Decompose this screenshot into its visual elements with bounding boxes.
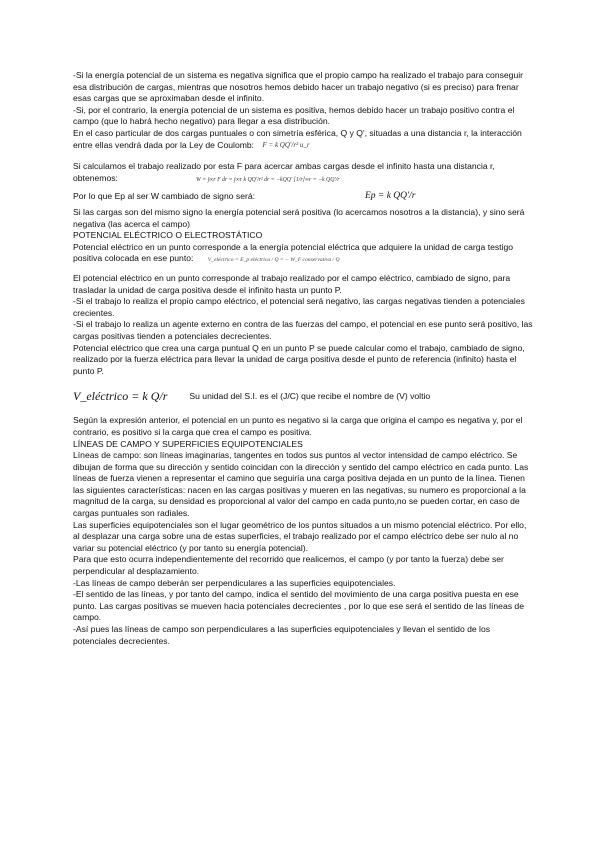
- paragraph-line-direction: -El sentido de las líneas, y por tanto del campo, indica el sentido del movimiento de una carga positiva puesta en ese punto. Las cargas positivas se mueven hacia potenciales decrecientes , por lo que ese será el sentido de las líneas de campo.: [73, 589, 524, 623]
- paragraph-potential-definition: [73, 242, 533, 267]
- paragraph-negative-energy: -Si la energía potencial de un sistema es negativa significa que el propio campo ha realizado el trabajo para conseguir esa distribución de cargas, mientras que nosotros hemos debido hacer un trabajo negativo (si es preciso) para frenar esas cargas que se aproximaban desde el infinito.: [73, 70, 524, 104]
- paragraph-potential-definition-text: Potencial eléctrico en un punto corresponde a la energía potencial eléctrica que adquiere la unidad de carga testigo positiva colocada en ese punto:: [73, 241, 514, 264]
- paragraph-expression-sign: Según la expresión anterior, el potencial en un punto es negativo si la carga que origina el campo es negativa y, por el contrario, es positivo si la carga que crea el campo es positiva.: [73, 415, 523, 437]
- paragraph-sign: Si las cargas son del mismo signo la energía potencial será positiva (lo acercamos nosotros a la distancia), y sino será negativa (las acerca el campo): [73, 207, 525, 229]
- point-potential-formula: V_eléctrico = k Q/r: [73, 388, 168, 403]
- paragraph-coulomb-text: En el caso particular de dos cargas puntuales o con simetría esférica, Q y Q', situadas a una distancia r, la interacción entre ellas vendrá dada por la Ley de Coulomb:: [73, 127, 522, 150]
- paragraph-si-unit: [73, 385, 533, 407]
- potential-formula: V_eléctrico = E_p eléctrica / Q = − W_F conservativa / Q: [207, 257, 340, 264]
- paragraph-ep-text: Por lo que Ep al ser W cambiado de signo será:: [73, 191, 255, 202]
- paragraph-potential-work: El potencial eléctrico en un punto corresponde al trabajo realizado por el campo eléctrico, cambiado de signo, para trasladar la unidad de carga positiva desde el infinito hasta un punto P.: [73, 272, 511, 295]
- paragraph-coulomb: [73, 128, 533, 151]
- heading-electric-potential: POTENCIAL ELÉCTRICO O ELECTROSTÁTICO: [73, 230, 263, 241]
- paragraph-field-lines: Líneas de campo: son líneas imaginarias, tangentes en todos sus puntos al vector intensidad de campo eléctrico. Se dibujan de forma que su dirección y sentido coincidan con la dirección y sentido del campo eléctrico en cada punto. Las líneas de fuerza vienen a representar el camino que seguiría una carga positiva dejada en un punto de la línea. Tienen las siguientes características: nacen en las cargas positivas y mueren en las negativas, su numero es proporcional a la magnitud de la carga, su densidad es proporcional al valor del campo en cada punto,no se pueden cortar, en caso de cargas puntuales son radiales.: [73, 450, 529, 519]
- paragraph-si-unit-text: Su unidad del S.I. es el (J/C) que recibe el nombre de (V) voltio: [189, 390, 431, 401]
- work-formula: W = ∫∞r F dr = ∫∞r k QQ'/r² dr = −kQQ' [1/r]∞r = −k QQ'/r: [196, 176, 340, 183]
- paragraph-field-work: -Si el trabajo lo realiza el propio campo eléctrico, el potencial será negativo, las cargas negativas tienden a potenciales crecientes.: [73, 296, 525, 318]
- work-formula-row: [73, 173, 533, 187]
- paragraph-conclusion: -Así pues las líneas de campo son perpendiculares a las superficies equipotenciales y llevan el sentido de los potenciales decrecientes.: [73, 624, 491, 646]
- paragraph-lines-perpendicular: -Las líneas de campo deberán ser perpendiculares a las superficies equipotenciales.: [73, 577, 396, 588]
- paragraph-equipotential: Las superficies equipotenciales son el lugar geométrico de los puntos situados a un mismo potencial eléctrico. Por ello, al desplazar una carga sobre una de estas superficies, el trabajo realizado por el campo eléctrico debe ser nulo al no variar su potencial eléctrico (y por tanto su energía potencial).: [73, 519, 527, 553]
- paragraph-point-charge: Potencial eléctrico que crea una carga puntual Q en un punto P se puede calcular como el trabajo, cambiado de signo, realizado por la fuerza eléctrica para llevar la unidad de carga positiva desde el punto de referencia (infinito) hasta el punto P.: [73, 342, 525, 376]
- paragraph-perpendicular: Para que esto ocurra independientemente del recorrido que realicemos, el campo (y por tanto la fuerza) debe ser perpendicular al desplazamiento.: [73, 554, 504, 577]
- ep-formula: Ep = k QQ'/r: [365, 191, 416, 202]
- paragraph-external-work: -Si el trabajo lo realiza un agente externo en contra de las fuerzas del campo, el potencial en ese punto será positivo, las cargas positivas tienden a potenciales decrecientes.: [73, 319, 533, 341]
- document-body: [73, 70, 533, 647]
- coulomb-formula: F = k QQ'/r² u_r: [262, 140, 310, 149]
- paragraph-work: Si calculamos el trabajo realizado por esta F para acercar ambas cargas desde el infinito hasta una distancia r, obtenemos:: [73, 161, 495, 183]
- paragraph-ep: [73, 191, 533, 203]
- paragraph-positive-energy: -Si, por el contrario, la energía potencial de un sistema es positiva, hemos debido hacer un trabajo positivo contra el campo (que lo habrá hecho negativo) para llegar a esa distribución.: [73, 104, 515, 127]
- heading-field-lines: LÍNEAS DE CAMPO Y SUPERFICIES EQUIPOTENCIALES: [73, 438, 303, 449]
